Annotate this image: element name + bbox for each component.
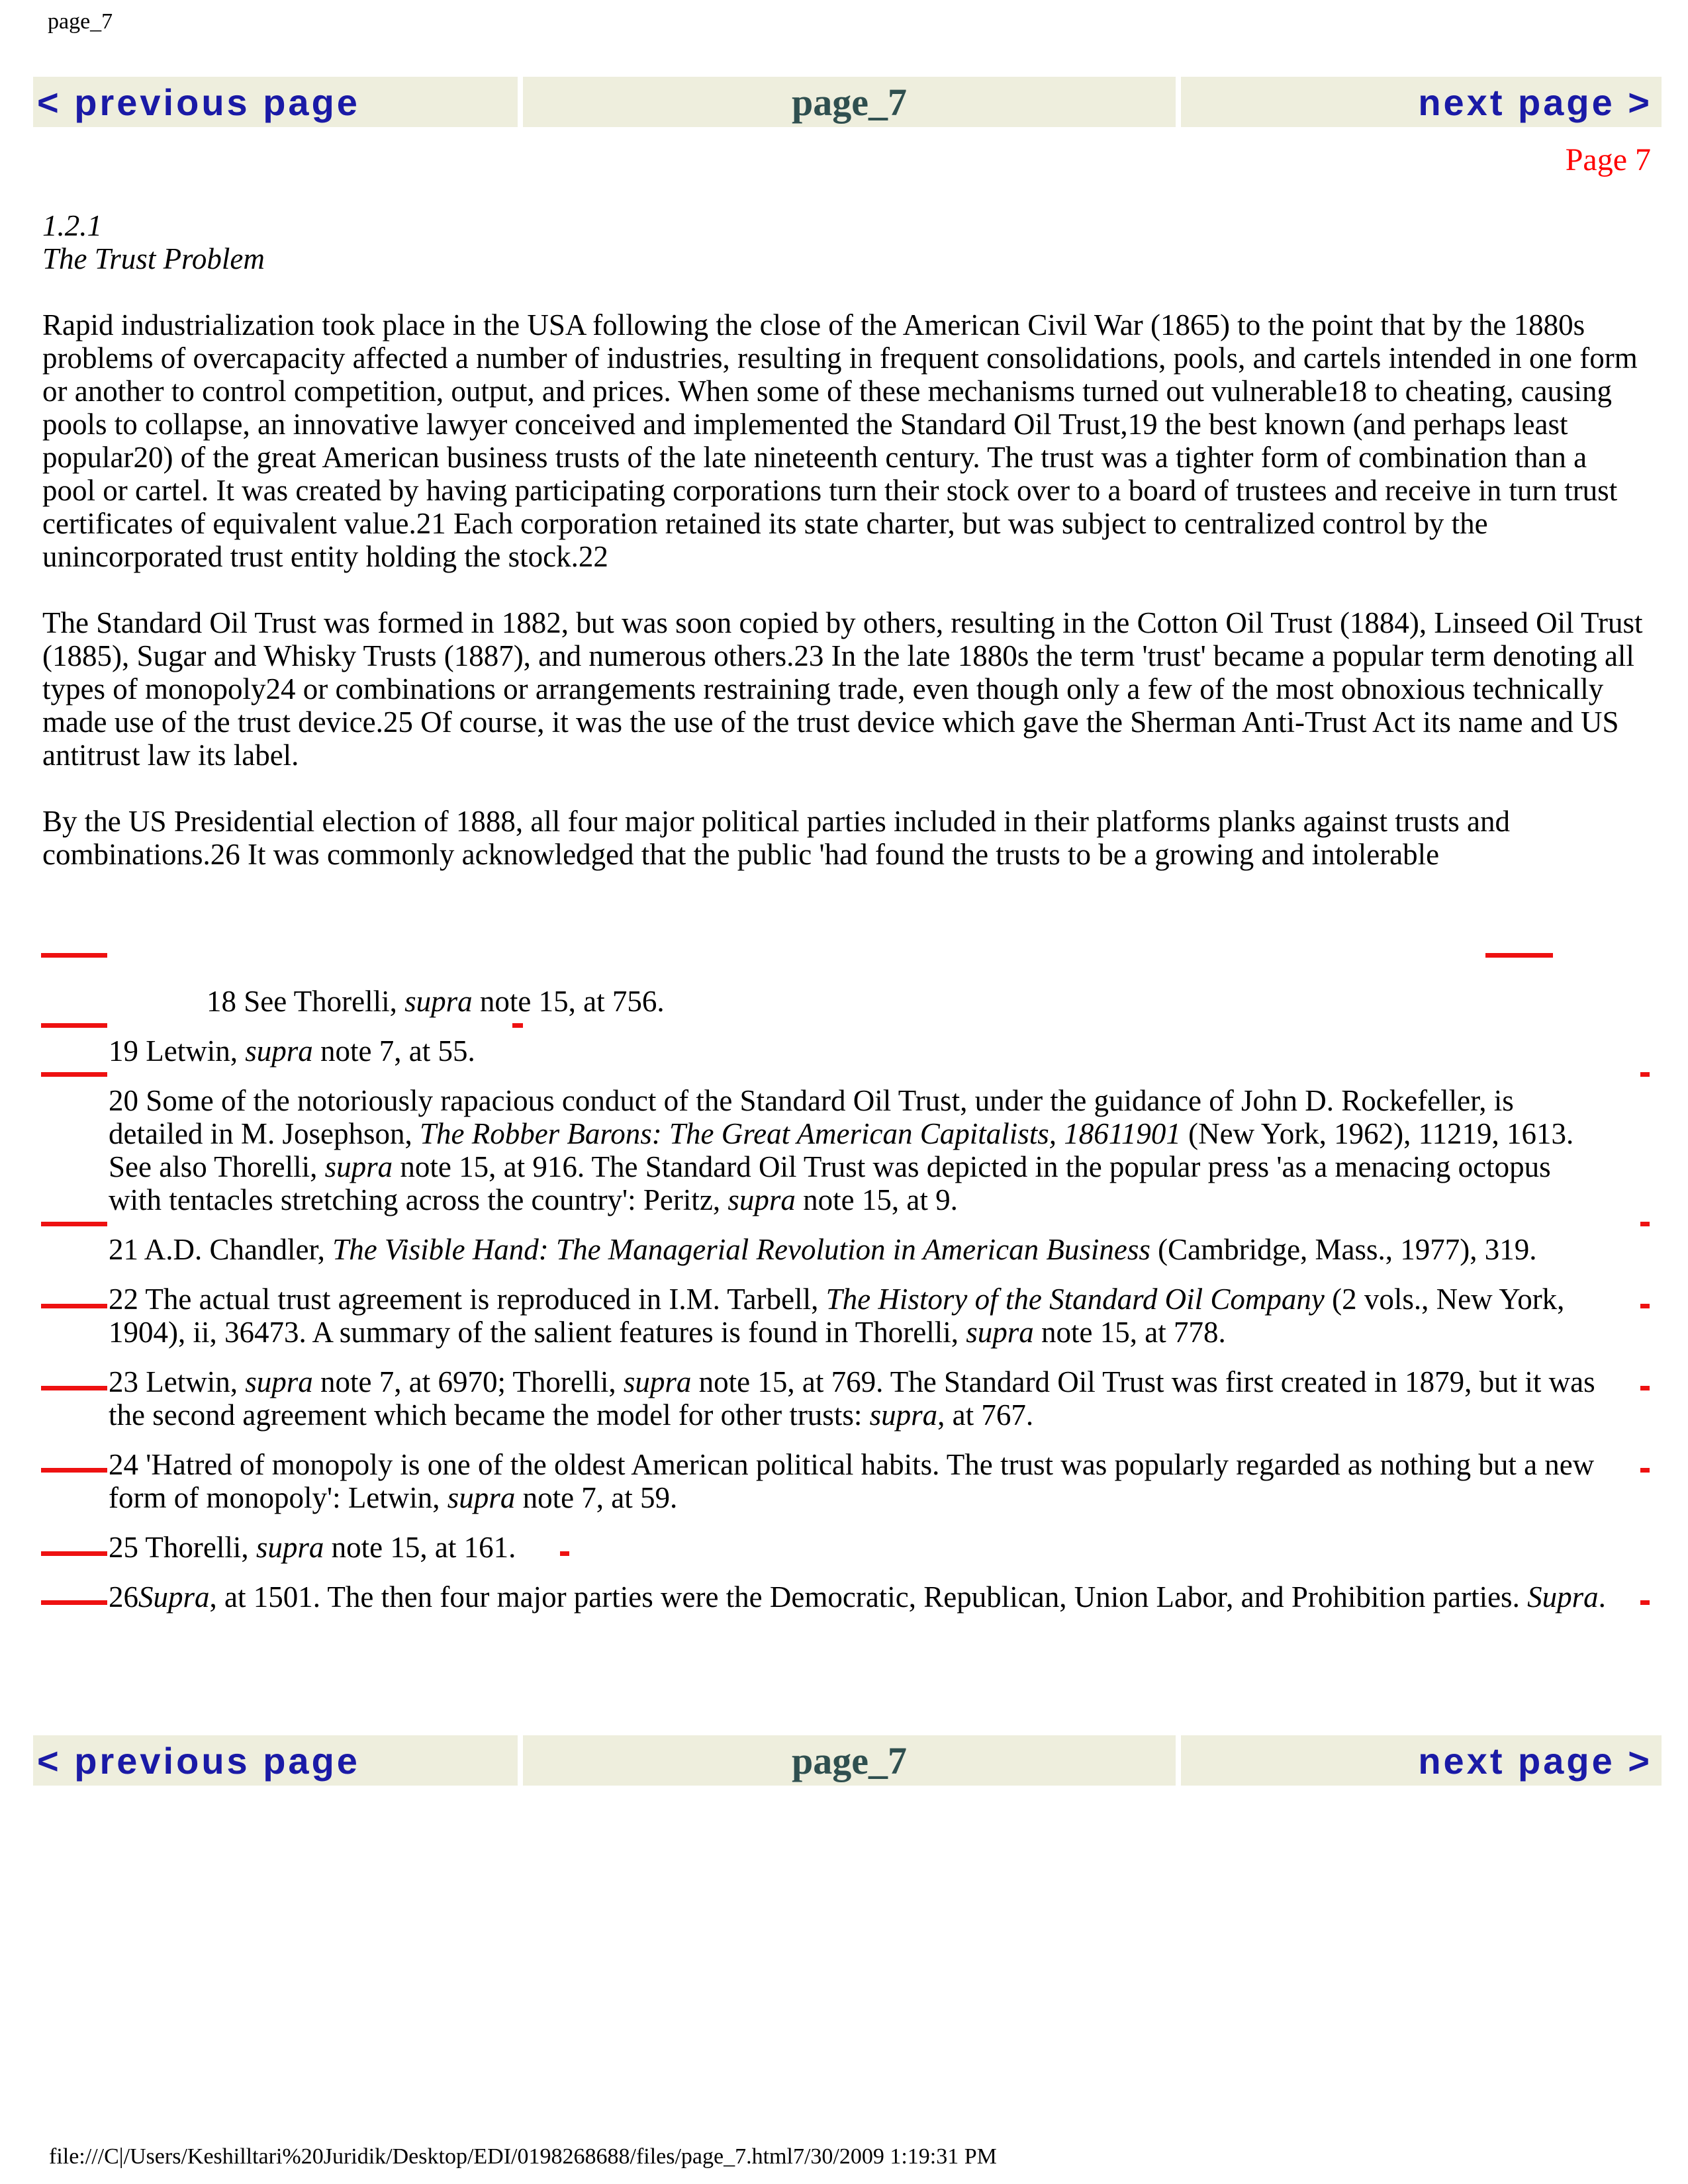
footnote-number: 26	[109, 1580, 138, 1614]
page-number-label: Page 7	[1565, 142, 1651, 177]
top-nav-next-cell	[1181, 77, 1662, 127]
footnote-text: See Thorelli,	[236, 985, 405, 1018]
footnote-number: 21	[109, 1233, 138, 1266]
footnote-text: note 15, at 756.	[472, 985, 665, 1018]
footnote-mark-tick	[512, 1023, 523, 1028]
footnote-text: Some of the notoriously rapacious conduct of the Standard Oil Trust, under the guidance of John D. Rockefeller, is detailed in M. Josephson,	[109, 1084, 1514, 1150]
footnote-number: 19	[109, 1034, 138, 1068]
footnote-italic-text: supra	[966, 1316, 1034, 1349]
footnote-mark-left	[41, 1600, 107, 1605]
footnote-mark-left	[41, 1304, 107, 1308]
footnote-italic-text: Supra	[1527, 1580, 1599, 1614]
footnote-italic-text: The Robber Barons: The Great American Capitalists, 18611901	[419, 1117, 1181, 1150]
footnotes-section	[0, 985, 1642, 1630]
nav-page-name: page_7	[792, 80, 907, 124]
footnote-text: 'Hatred of monopoly is one of the oldest American political habits. The trust was popularly regarded as nothing but a new form of monopoly': Letwin,	[109, 1448, 1595, 1514]
footnote-text: (Cambridge, Mass., 1977), 319.	[1150, 1233, 1537, 1266]
footnote-text: note 15, at 161.	[324, 1531, 516, 1564]
footnote-italic-text: supra	[256, 1531, 324, 1564]
footnote-text: note 15, at 916. The Standard Oil Trust was depicted in the popular press 'as a menacing octopus with tentacles stretching across the country': Peritz,	[109, 1150, 1551, 1216]
footnote-text: , at 1501. The then four major parties were the Democratic, Republican, Union Labor, and Prohibition parties.	[209, 1580, 1528, 1614]
footnote-text: note 15, at 778.	[1033, 1316, 1226, 1349]
footnote-italic-text: supra	[324, 1150, 393, 1183]
bottom-navigation-bar	[33, 1735, 1662, 1786]
bottom-nav-next-cell	[1181, 1735, 1662, 1786]
body-paragraph: The Standard Oil Trust was formed in 1882, but was soon copied by others, resulting in the Cotton Oil Trust (1884), Linseed Oil Trust (1885), Sugar and Whisky Trusts (1887), and numerous others.23 In the late 1880s the term 'trust' became a popular term denoting all types of monopoly24 or combinations or arrangements restraining trade, even though only a few of the most obnoxious technically made use of the trust device.25 Of course, it was the use of the trust device which gave the Sherman Anti-Trust Act its name and US antitrust law its label.	[42, 606, 1643, 772]
footnote-number: 22	[109, 1283, 138, 1316]
footnote-mark-tick	[1640, 1072, 1650, 1077]
page-break-mark-right	[1485, 953, 1553, 958]
footnote-number: 20	[109, 1084, 138, 1117]
footnote-text: .	[1598, 1580, 1606, 1614]
footnote-mark-left	[41, 1222, 107, 1226]
footnote-text: , at 767.	[937, 1398, 1034, 1432]
page-break-mark-left	[41, 953, 107, 958]
footnote-text: note 7, at 6970; Thorelli,	[312, 1365, 624, 1398]
footnote-italic-text: supra	[623, 1365, 692, 1398]
footnote-mark-tick	[1640, 1222, 1650, 1226]
footnote-number: 18	[207, 985, 236, 1018]
top-nav-center-cell	[523, 77, 1176, 127]
footnote	[0, 1034, 1642, 1068]
footnote-text: note 7, at 59.	[515, 1481, 678, 1514]
footnote	[0, 1233, 1642, 1266]
section-number: 1.2.1	[42, 209, 102, 242]
footnote-text: The actual trust agreement is reproduced in I.M. Tarbell,	[138, 1283, 826, 1316]
footnote-italic-text: supra	[404, 985, 473, 1018]
bottom-nav-prev-cell	[33, 1735, 518, 1786]
footnote	[0, 1283, 1642, 1349]
bottom-nav-center-cell	[523, 1735, 1176, 1786]
footnote-italic-text: supra	[447, 1481, 516, 1514]
footnote-mark-tick	[560, 1551, 569, 1556]
top-navigation-bar	[33, 77, 1662, 127]
footnote-mark-tick	[1640, 1468, 1650, 1473]
footnote-text: A.D. Chandler,	[138, 1233, 333, 1266]
file-path-footer: file:///C|/Users/Keshilltari%20Juridik/Desktop/EDI/0198268688/files/page_7.html7/30/2009 1:19:31 PM	[49, 2144, 997, 2169]
previous-page-link[interactable]: < previous page	[37, 81, 360, 123]
footnote	[0, 985, 1642, 1018]
footnote-mark-tick	[1640, 1386, 1650, 1390]
top-nav-prev-cell	[33, 77, 518, 127]
footnote-mark-tick	[1640, 1600, 1650, 1605]
footnote-mark-left	[41, 1072, 107, 1077]
footnote-italic-text: supra	[245, 1365, 313, 1398]
footnote-text: Letwin,	[138, 1365, 246, 1398]
footnote	[0, 1531, 1642, 1564]
footnote	[0, 1448, 1642, 1514]
main-content	[42, 209, 1644, 871]
footnote-number: 24	[109, 1448, 138, 1481]
section-title: The Trust Problem	[42, 242, 265, 275]
footnote-mark-tick	[1640, 1304, 1650, 1308]
footnote-text: Thorelli,	[138, 1531, 256, 1564]
browser-page-title: page_7	[48, 9, 113, 34]
footnote-number: 23	[109, 1365, 138, 1398]
footnote-italic-text: The History of the Standard Oil Company	[825, 1283, 1325, 1316]
footnote-text: (2 vols., New York, 1904), ii, 36473. A summary of the salient features is found in Thorelli,	[109, 1283, 1565, 1349]
footnote	[0, 1365, 1642, 1432]
footnote	[0, 1084, 1642, 1216]
body-paragraph: By the US Presidential election of 1888, all four major political parties included in their platforms planks against trusts and combinations.26 It was commonly acknowledged that the public 'had found the trusts to be a growing and intolerable	[42, 805, 1511, 871]
next-page-link[interactable]: next page >	[1418, 1739, 1652, 1782]
nav-page-name: page_7	[792, 1739, 907, 1782]
footnote-italic-text: supra	[245, 1034, 313, 1068]
footnote-italic-text: supra	[727, 1183, 796, 1216]
footnote-italic-text: Supra	[138, 1580, 210, 1614]
footnote-text: Letwin,	[138, 1034, 246, 1068]
next-page-link[interactable]: next page >	[1418, 81, 1652, 123]
footnote-text: note 15, at 9.	[795, 1183, 958, 1216]
footnote	[0, 1580, 1642, 1614]
footnote-number: 25	[109, 1531, 138, 1564]
footnote-text: (New York, 1962), 11219, 1613. See also Thorelli,	[109, 1117, 1574, 1183]
footnote-italic-text: supra	[869, 1398, 938, 1432]
footnote-italic-text: The Visible Hand: The Managerial Revolution in American Business	[332, 1233, 1150, 1266]
footnote-mark-left	[41, 1386, 107, 1390]
footnote-mark-left	[41, 1023, 107, 1028]
footnote-mark-left	[41, 1468, 107, 1473]
body-paragraph: Rapid industrialization took place in the USA following the close of the American Civil War (1865) to the point that by the 1880s problems of overcapacity affected a number of industries, resulting in frequent consolidations, pools, and cartels intended in one form or another to control competition, output, and prices. When some of these mechanisms turned out vulnerable18 to cheating, causing pools to collapse, an innovative lawyer conceived and implemented the Standard Oil Trust,19 the best known (and perhaps least popular20) of the great American business trusts of the late nineteenth century. The trust was a tighter form of combination than a pool or cartel. It was created by having participating corporations turn their stock over to a board of trustees and receive in turn trust certificates of equivalent value.21 Each corporation retained its state charter, but was subject to centralized control by the unincorporated trust entity holding the stock.22	[42, 308, 1638, 573]
footnote-mark-left	[41, 1551, 107, 1556]
footnote-text: note 7, at 55.	[312, 1034, 475, 1068]
previous-page-link[interactable]: < previous page	[37, 1739, 360, 1782]
footnote-text: note 15, at 769. The Standard Oil Trust was first created in 1879, but it was the second agreement which became the model for other trusts:	[109, 1365, 1595, 1432]
